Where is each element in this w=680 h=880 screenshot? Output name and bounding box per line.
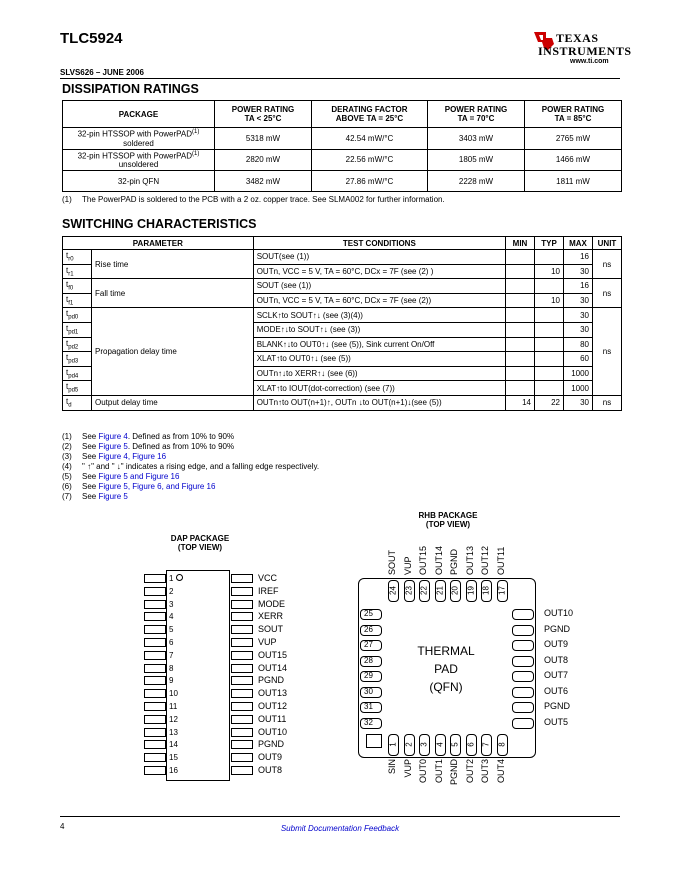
test-condition: BLANK↑↓to OUT0↑↓ (see (5)), Sink current On/Off xyxy=(253,337,505,352)
pin-pad xyxy=(231,676,253,685)
dissipation-title: DISSIPATION RATINGS xyxy=(62,82,199,96)
pin-pad xyxy=(144,625,166,634)
dap-title: DAP PACKAGE (TOP VIEW) xyxy=(170,534,230,552)
pin-number: 27 xyxy=(364,640,373,649)
value-min xyxy=(506,352,535,367)
header-derating: DERATING FACTOR ABOVE TA = 25°C xyxy=(311,101,427,128)
value-typ xyxy=(535,381,564,396)
table-row xyxy=(63,279,622,294)
header-power-70: POWER RATING TA = 70°C xyxy=(428,101,525,128)
param-name: Propagation delay time xyxy=(92,308,254,396)
figure-link[interactable]: Figure 5 and Figure 16 xyxy=(98,472,180,481)
pin-label: VUP xyxy=(402,759,413,778)
pin-label: OUT15 xyxy=(258,649,288,660)
pin-number: 18 xyxy=(481,586,491,595)
pin-label: PGND xyxy=(258,739,285,750)
pin-pad xyxy=(144,587,166,596)
table-row: 32-pin HTSSOP with PowerPAD$^{(1)}$ soldered 5318 mW 42.54 mW/°C 3403 mW 2765 mW xyxy=(63,128,622,150)
pin-number: 13 xyxy=(169,727,178,737)
param-symbol: $t_{r0}$ xyxy=(63,250,92,265)
dissipation-table xyxy=(62,100,622,192)
pin-label: OUT12 xyxy=(258,701,288,711)
value-max: 16 xyxy=(564,279,593,294)
pin-pad xyxy=(144,728,166,737)
pin-number: 4 xyxy=(435,742,444,747)
dissipation-footnote: (1) The PowerPAD is soldered to the PCB with a 2 oz. copper trace. See SLMA002 for further information. xyxy=(62,195,445,204)
pin-label: OUT9 xyxy=(544,639,569,649)
pin-number: 3 xyxy=(419,742,429,747)
value-typ xyxy=(535,337,564,352)
value-max: 16 xyxy=(564,250,593,265)
pin-label: OUT1 xyxy=(433,759,444,784)
footnote: (2) See Figure 5. Defined as from 10% to 90% xyxy=(62,442,235,451)
rhb-title: RHB PACKAGE (TOP VIEW) xyxy=(418,511,478,529)
pin-label: SOUT xyxy=(258,624,284,635)
pin-label: VCC xyxy=(258,573,278,583)
pin-number: 7 xyxy=(169,650,174,660)
pin-pad xyxy=(231,715,253,724)
pin-pad xyxy=(231,689,253,698)
pin-pad xyxy=(231,766,253,775)
param-symbol: $t_{pd4}$ xyxy=(63,366,92,381)
pin-pad xyxy=(512,656,534,667)
param-symbol: $t_{pd0}$ xyxy=(63,308,92,323)
param-symbol: $t_{pd1}$ xyxy=(63,322,92,337)
header-power-25: POWER RATING TA < 25°C xyxy=(215,101,312,128)
pin-number: 16 xyxy=(169,766,178,775)
footer-rule xyxy=(60,816,620,817)
pin-number: 5 xyxy=(169,625,174,635)
pin-number: 14 xyxy=(169,740,178,750)
value-min xyxy=(506,279,535,294)
logo-url[interactable]: www.ti.com xyxy=(570,58,609,65)
value-unit: ns xyxy=(593,308,622,396)
pin-number: 4 xyxy=(169,612,174,622)
pin-label: OUT9 xyxy=(258,752,283,763)
pin-number: 30 xyxy=(364,686,373,696)
pin1-marker-icon xyxy=(176,574,183,581)
param-name: Rise time xyxy=(92,250,254,279)
param-symbol: $t_{r1}$ xyxy=(63,264,92,279)
value-min xyxy=(506,293,535,308)
pin-number: 15 xyxy=(169,753,178,763)
pin-label: OUT12 xyxy=(480,545,490,575)
pin-label: OUT4 xyxy=(495,759,506,784)
header-package: PACKAGE xyxy=(63,101,215,128)
pin-pad xyxy=(144,612,166,621)
pin-label: OUT5 xyxy=(544,716,569,727)
pin-label: OUT13 xyxy=(258,688,288,699)
value-min xyxy=(506,308,535,323)
value-typ xyxy=(535,308,564,323)
figure-link[interactable]: Figure 4 xyxy=(98,432,128,441)
pin-pad xyxy=(144,664,166,673)
pin-label: OUT11 xyxy=(495,546,506,575)
pin-pad xyxy=(144,676,166,685)
pin-label: PGND xyxy=(544,623,571,634)
pin-number: 17 xyxy=(497,586,506,595)
value-max: 30 xyxy=(564,264,593,279)
pin-number: 28 xyxy=(364,655,373,665)
test-condition: OUTn, VCC = 5 V, TA = 60°C, DCx = 7F (see (2) ) xyxy=(253,264,505,279)
value-typ: 10 xyxy=(535,264,564,279)
pin-pad xyxy=(231,728,253,737)
test-condition: OUTn, VCC = 5 V, TA = 60°C, DCx = 7F (see (2)) xyxy=(253,293,505,308)
pin-number: 6 xyxy=(466,742,475,747)
pin-pad xyxy=(512,671,534,682)
pin-pad xyxy=(231,740,253,749)
value-min xyxy=(506,264,535,279)
value-typ xyxy=(535,279,564,294)
pin-label: OUT15 xyxy=(418,545,428,575)
pin-label: OUT8 xyxy=(544,654,569,665)
value-unit: ns xyxy=(593,395,622,410)
test-condition: OUTn↑↓to XERR↑↓ (see (6)) xyxy=(253,366,505,381)
page-number: 4 xyxy=(60,822,65,831)
value-max: 30 xyxy=(564,322,593,337)
pin-pad xyxy=(144,715,166,724)
figure-link[interactable]: Figure 4, Figure 16 xyxy=(98,452,167,461)
pin-pad xyxy=(231,574,253,583)
pin-number: 29 xyxy=(364,671,373,680)
pin-pad xyxy=(231,651,253,660)
value-min xyxy=(506,322,535,337)
pin-pad xyxy=(512,640,534,651)
pin-pad xyxy=(512,718,534,729)
param-symbol: $t_d$ xyxy=(63,395,92,410)
pin-pad xyxy=(231,664,253,673)
test-condition: SOUT(see (1)) xyxy=(253,250,505,265)
pin-pad xyxy=(144,740,166,749)
footnote: (1) See Figure 4. Defined as from 10% to 90% xyxy=(62,432,235,441)
pin-number: 10 xyxy=(169,689,178,699)
value-unit: ns xyxy=(593,279,622,308)
pin-number: 2 xyxy=(169,586,174,596)
thermal-pad-label: THERMAL PAD (QFN) xyxy=(417,644,475,694)
pin-label: SOUT xyxy=(387,549,397,575)
param-name: Fall time xyxy=(92,279,254,308)
footnote: (4) " ↑" and " ↓" indicates a rising edge, and a falling edge respectively. xyxy=(62,462,320,471)
param-symbol: $t_{pd2}$ xyxy=(63,337,92,352)
param-symbol: $t_{pd3}$ xyxy=(63,352,92,367)
logo-texas: TEXAS xyxy=(556,31,599,45)
pin-number: 8 xyxy=(497,742,506,747)
pin-label: OUT11 xyxy=(258,713,287,724)
table-row xyxy=(63,395,622,410)
pin-label: PGND xyxy=(258,675,285,686)
test-condition: OUTn↑to OUT(n+1)↑, OUTn ↓to OUT(n+1)↓(see (5)) xyxy=(253,395,505,410)
pin-number: 12 xyxy=(169,714,178,724)
pin-label: OUT0 xyxy=(418,759,428,784)
table-row: 32-pin QFN 3482 mW 27.86 mW/°C 2228 mW 1811 mW xyxy=(63,171,622,192)
pin-number: 22 xyxy=(419,586,429,595)
footnote: (6) See Figure 5, Figure 6, and Figure 16 xyxy=(62,482,216,491)
pin-label: OUT7 xyxy=(544,670,569,680)
pin-pad xyxy=(144,753,166,762)
value-max: 60 xyxy=(564,352,593,367)
header-power-85: POWER RATING TA = 85°C xyxy=(524,101,621,128)
value-max: 80 xyxy=(564,337,593,352)
pin-pad xyxy=(144,766,166,775)
value-max: 30 xyxy=(564,293,593,308)
pin-pad xyxy=(231,753,253,762)
pin-number: 9 xyxy=(169,676,174,686)
pin-number: 19 xyxy=(466,586,475,595)
test-condition: MODE↑↓to SOUT↑↓ (see (3)) xyxy=(253,322,505,337)
pin-number: 24 xyxy=(388,586,398,595)
submit-feedback-link[interactable]: Submit Documentation Feedback xyxy=(280,824,400,833)
test-condition: XLAT↑to OUT0↑↓ (see (5)) xyxy=(253,352,505,367)
value-typ xyxy=(535,250,564,265)
param-name: Output delay time xyxy=(92,395,254,410)
figure-link[interactable]: Figure 5 xyxy=(98,492,128,501)
pin-pad xyxy=(144,651,166,660)
pin-label: OUT10 xyxy=(544,608,574,618)
pin-pad xyxy=(512,702,534,713)
value-max: 1000 xyxy=(564,366,593,381)
value-typ: 10 xyxy=(535,293,564,308)
test-condition: SOUT (see (1)) xyxy=(253,279,505,294)
pin-number: 7 xyxy=(481,742,491,747)
document-id: SLVS626 – JUNE 2006 xyxy=(60,68,144,77)
footnote: (7) See Figure 5 xyxy=(62,492,128,501)
pin-pad xyxy=(231,600,253,609)
value-max: 30 xyxy=(564,395,593,410)
value-min: 14 xyxy=(506,395,535,410)
value-min xyxy=(506,337,535,352)
pin-number: 25 xyxy=(364,609,373,618)
param-symbol: $t_{f1}$ xyxy=(63,293,92,308)
pin-pad xyxy=(512,687,534,698)
table-row: 32-pin HTSSOP with PowerPAD$^{(1)}$ unsoldered 2820 mW 22.56 mW/°C 1805 mW 1466 mW xyxy=(63,149,622,171)
pin-label: IREF xyxy=(258,585,279,596)
pin-label: VUP xyxy=(258,637,277,647)
switching-table: PARAMETER TEST CONDITIONS MIN TYP MAX UNIT $t_{r0}$ Rise time SOUT(see (1)) 16 ns $t_{r1}$ OUTn, VCC = 5 V, TA = 60°C, DCx = 7F (see (2) ) 10 30 $t_{f0}$ Fall time SOUT (see (1)) 16 ns $t_{f1}$ OUTn, VCC = 5 V, TA = 60°C, DCx = 7F (see (2)) 10 30 $t_{pd0}$ Propagation delay time SCLK↑to SOUT↑↓ (see (3)(4)) 30 ns $t_{pd1}$ MODE↑↓to SOUT↑↓ (see (3)) 30 $t_{pd2}$ BLANK↑↓to OUT0↑↓ (see (5)), Sink current On/Off 80 $t_{pd3}$ XLAT↑to OUT0↑↓ (see (5)) 60 $t_{pd4}$ OUTn↑↓to XERR↑↓ (see (6)) 1000 $t_{pd5}$ XLAT↑to IOUT(dot-correction) (see (7)) 1000 $t_d$ Output delay time OUTn↑to OUT(n+1)↑, OUTn ↓to OUT(n+1)↓(see (5)) 14 22 30 ns xyxy=(62,236,622,411)
pin-pad xyxy=(144,702,166,711)
test-condition: SCLK↑to SOUT↑↓ (see (3)(4)) xyxy=(253,308,505,323)
value-max: 1000 xyxy=(564,381,593,396)
pin-label: OUT13 xyxy=(464,545,475,575)
pin-label: MODE xyxy=(258,598,285,609)
value-typ xyxy=(535,352,564,367)
param-symbol: $t_{pd5}$ xyxy=(63,381,92,396)
pin-number: 1 xyxy=(169,574,174,583)
value-unit: ns xyxy=(593,250,622,279)
pin-label: OUT8 xyxy=(258,765,283,775)
pin-label: OUT14 xyxy=(433,545,444,575)
logo-instruments: INSTRUMENTS xyxy=(538,44,632,58)
pin-label: OUT2 xyxy=(464,759,475,784)
test-condition: XLAT↑to IOUT(dot-correction) (see (7)) xyxy=(253,381,505,396)
pin1-marker-icon xyxy=(366,734,382,748)
value-typ xyxy=(535,366,564,381)
pin-pad xyxy=(231,612,253,621)
pin-label: PGND xyxy=(449,759,459,786)
value-max: 30 xyxy=(564,308,593,323)
table-row xyxy=(63,250,622,265)
footnote: (3) See Figure 4, Figure 16 xyxy=(62,452,167,461)
header-rule xyxy=(60,78,620,79)
pin-label: OUT3 xyxy=(480,759,490,784)
footnote: (5) See Figure 5 and Figure 16 xyxy=(62,472,180,481)
pin-number: 32 xyxy=(364,717,373,727)
value-min xyxy=(506,366,535,381)
pin-number: 8 xyxy=(169,663,174,673)
pin-label: VUP xyxy=(402,556,413,575)
pin-number: 31 xyxy=(364,702,373,711)
value-min xyxy=(506,250,535,265)
pin-label: OUT6 xyxy=(544,685,569,696)
pin-pad xyxy=(231,702,253,711)
pin-number: 6 xyxy=(169,638,174,647)
pin-pad xyxy=(144,638,166,647)
param-symbol: $t_{f0}$ xyxy=(63,279,92,294)
pin-label: OUT14 xyxy=(258,662,288,673)
value-min xyxy=(506,381,535,396)
figure-link[interactable]: Figure 5, Figure 6, and Figure 16 xyxy=(98,482,216,491)
pin-pad xyxy=(512,609,534,620)
switching-title: SWITCHING CHARACTERISTICS xyxy=(62,217,257,231)
pin-label: OUT10 xyxy=(258,726,288,737)
pin-number: 11 xyxy=(169,702,178,711)
pin-pad xyxy=(144,689,166,698)
value-typ xyxy=(535,322,564,337)
pin-number: 1 xyxy=(388,742,398,747)
pin-label: PGND xyxy=(544,701,571,711)
table-row xyxy=(63,308,622,323)
pin-number: 23 xyxy=(404,586,413,595)
pin-number: 5 xyxy=(450,742,460,747)
pin-pad xyxy=(512,625,534,636)
pin-label: SIN xyxy=(387,759,397,775)
pin-pad xyxy=(231,625,253,634)
figure-link[interactable]: Figure 5 xyxy=(98,442,128,451)
pin-label: XERR xyxy=(258,611,284,622)
pin-number: 3 xyxy=(169,599,174,609)
pin-pad xyxy=(231,587,253,596)
switching-footnotes xyxy=(62,432,319,502)
value-typ: 22 xyxy=(535,395,564,410)
pin-number: 21 xyxy=(435,586,444,595)
pin-label: PGND xyxy=(449,548,459,575)
pin-pad xyxy=(231,638,253,647)
pin-pad xyxy=(144,574,166,583)
pin-number: 26 xyxy=(364,624,373,634)
document-title: TLC5924 xyxy=(60,30,123,47)
pin-number: 2 xyxy=(404,742,413,747)
pin-pad xyxy=(144,600,166,609)
pin-number: 20 xyxy=(450,586,460,595)
